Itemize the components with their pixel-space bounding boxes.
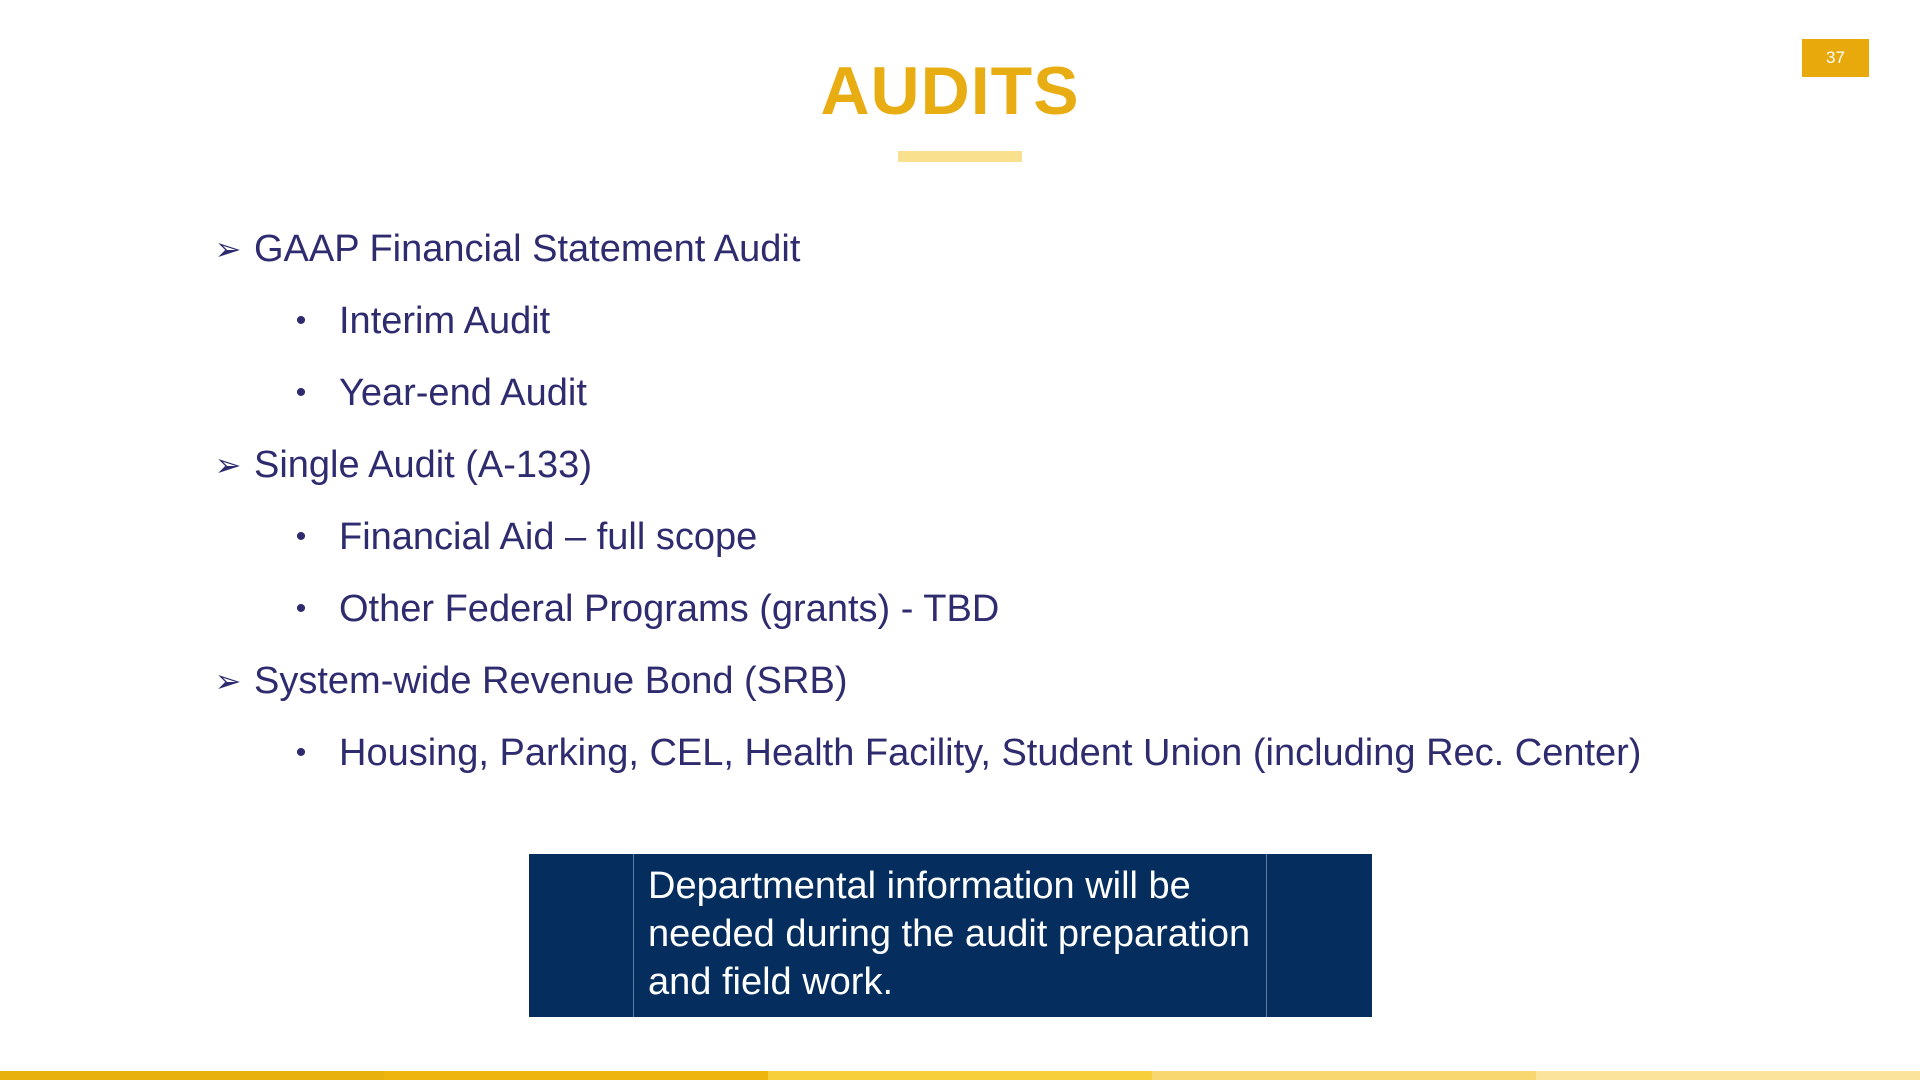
slide-title: AUDITS <box>820 53 1080 129</box>
bullet-text: Single Audit (A-133) <box>254 444 592 486</box>
band-segment <box>1536 1071 1920 1080</box>
callout-divider <box>633 854 634 1017</box>
bullet-text: Interim Audit <box>339 300 551 342</box>
bottom-color-band <box>0 1071 1920 1080</box>
band-segment <box>0 1071 384 1080</box>
dot-bullet-icon: • <box>295 736 307 769</box>
arrow-bullet-icon: ➢ <box>214 231 242 267</box>
bullet-text: Housing, Parking, CEL, Health Facility, Student Union (including Rec. Center) <box>339 732 1642 774</box>
band-segment <box>768 1071 1152 1080</box>
band-segment <box>1152 1071 1536 1080</box>
arrow-bullet-icon: ➢ <box>214 447 242 483</box>
callout-box <box>529 854 1372 1017</box>
dot-bullet-icon: • <box>295 592 307 625</box>
bullet-text: Year-end Audit <box>339 372 587 414</box>
bullet-text: System-wide Revenue Bond (SRB) <box>254 660 848 702</box>
title-underline <box>898 151 1022 162</box>
dot-bullet-icon: • <box>295 304 307 337</box>
bullet-text: GAAP Financial Statement Audit <box>254 228 801 270</box>
callout-text: Departmental information will be needed during the audit preparation and field work. <box>648 865 1251 1003</box>
band-segment <box>384 1071 768 1080</box>
bullet-text: Other Federal Programs (grants) - TBD <box>339 588 1000 630</box>
dot-bullet-icon: • <box>295 520 307 553</box>
bullet-text: Financial Aid – full scope <box>339 516 758 558</box>
arrow-bullet-icon: ➢ <box>214 663 242 699</box>
dot-bullet-icon: • <box>295 376 307 409</box>
page-number-badge: 37 <box>1802 39 1869 77</box>
